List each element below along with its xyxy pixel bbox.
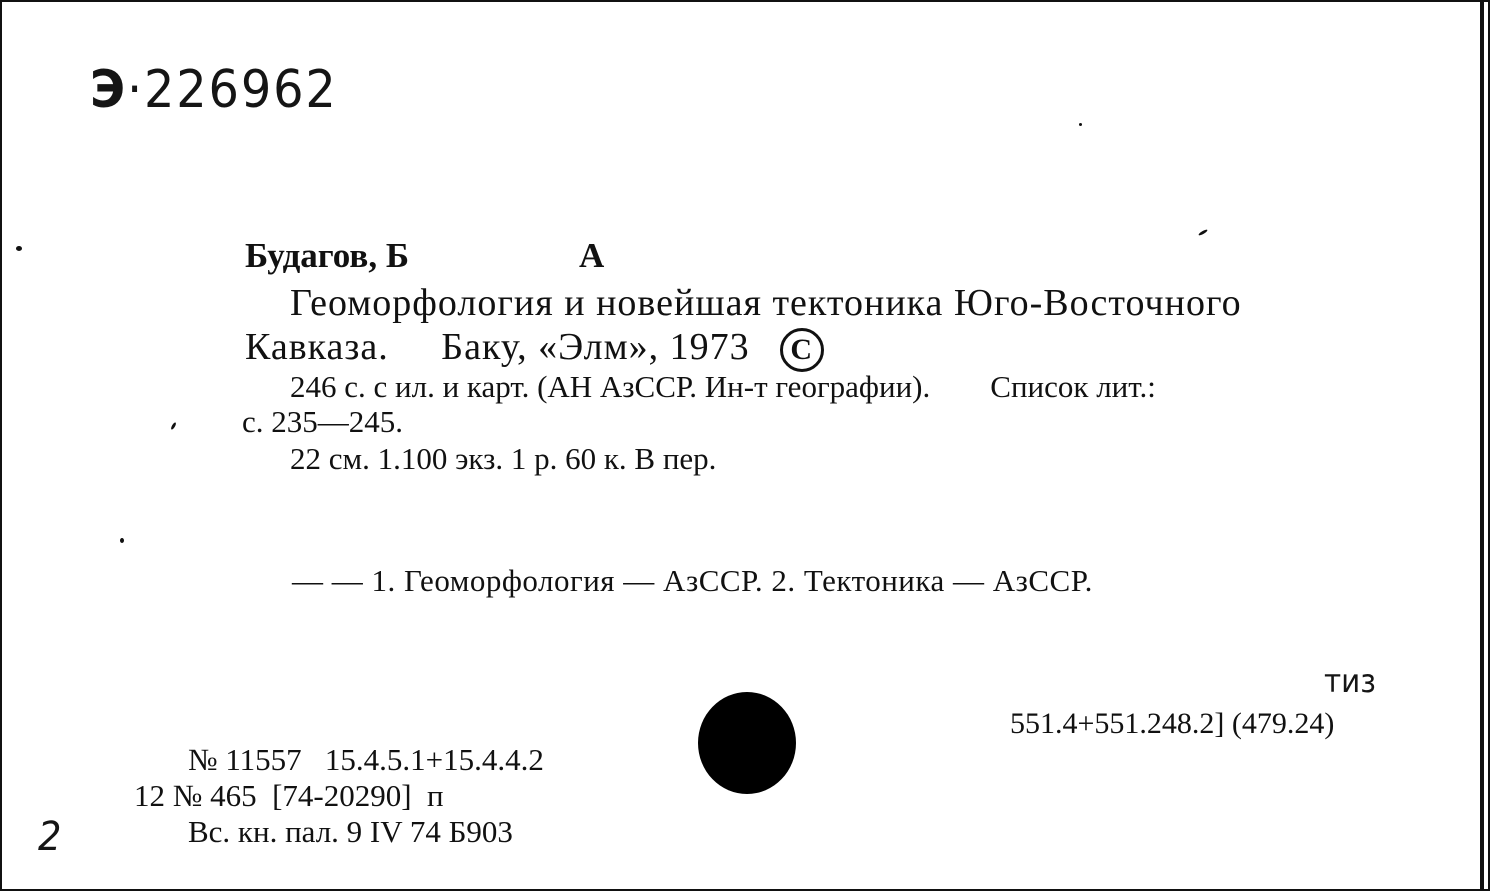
publication-line-1: № 11557 15.4.5.1+15.4.4.2	[188, 742, 544, 777]
collation-line-2: с. 235—245.	[242, 404, 404, 439]
author-initial: А	[578, 236, 605, 275]
collation-line-3: 22 см. 1.100 экз. 1 р. 60 к. В пер.	[290, 441, 717, 476]
imprint: Кавказа. Баку, «Элм», 1973	[245, 326, 750, 368]
copyright-icon: C	[780, 328, 824, 372]
title-line-1: Геоморфология и новейшая тектоника Юго-Восточного	[290, 282, 1242, 324]
punch-hole	[698, 692, 796, 794]
handwritten-corner-number: 2	[38, 814, 62, 860]
bibliography-label: Список лит.:	[990, 369, 1156, 404]
speck-mark	[170, 422, 177, 430]
speck-mark	[120, 538, 124, 543]
call-number-mark: Э	[90, 60, 127, 120]
speck-mark	[1198, 229, 1208, 237]
author-heading	[245, 236, 604, 276]
title-line-2	[245, 325, 824, 372]
author-surname: Будагов, Б	[245, 236, 409, 275]
udc-classification: 551.4+551.248.2] (479.24)	[1010, 707, 1335, 740]
subject-headings: — — 1. Геоморфология — АзССР. 2. Тектоника — АзССР.	[292, 563, 1093, 598]
publication-line-2: 12 № 465 [74-20290] п	[134, 778, 444, 813]
speck-mark	[1079, 123, 1082, 126]
call-number-value: ·226962	[126, 60, 338, 120]
collation-line-1	[290, 369, 1156, 405]
collation-pages: 246 с. с ил. и карт. (АН АзССР. Ин-т географии).	[290, 369, 931, 404]
call-number	[90, 60, 338, 120]
speck-mark	[16, 246, 22, 251]
publication-line-3: Вс. кн. пал. 9 IV 74 Б903	[188, 814, 513, 849]
handwritten-tag: тиз	[1324, 662, 1376, 700]
card-edge-border	[1480, 2, 1484, 889]
